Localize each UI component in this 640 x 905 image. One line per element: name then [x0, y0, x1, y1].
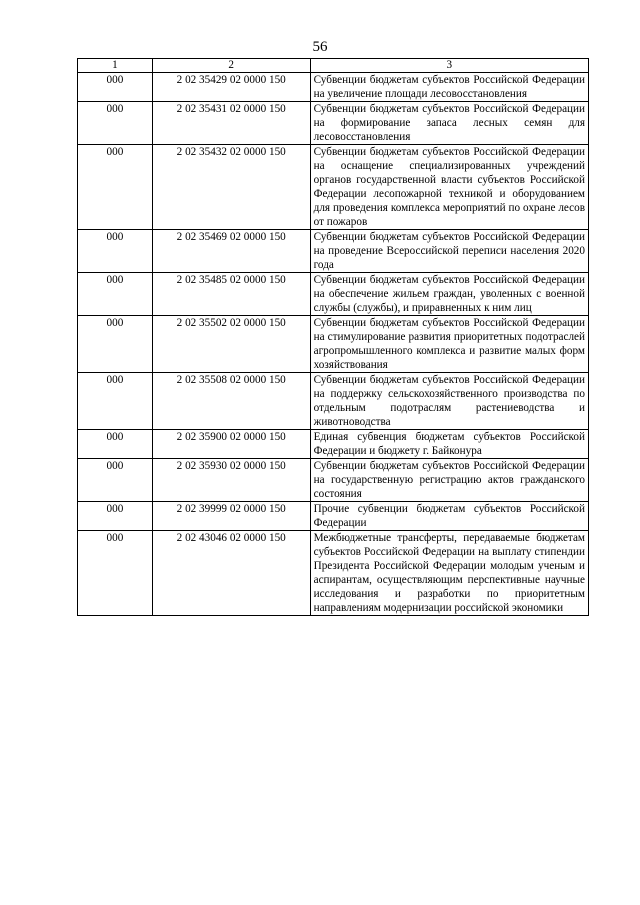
revenue-name-cell: Субвенции бюджетам субъектов Российской Федерации на государственную регистрацию актов гражданского состояния [310, 459, 588, 502]
admin-code-cell: 000 [78, 430, 153, 459]
revenue-name-cell: Субвенции бюджетам субъектов Российской Федерации на проведение Всероссийской переписи населения 2020 года [310, 230, 588, 273]
table-row [78, 145, 589, 230]
admin-code-cell: 000 [78, 531, 153, 616]
admin-code-cell: 000 [78, 502, 153, 531]
budget-code-cell: 2 02 35431 02 0000 150 [152, 102, 310, 145]
table-row [78, 502, 589, 531]
revenue-name-cell: Субвенции бюджетам субъектов Российской Федерации на обеспечение жильем граждан, уволенных с военной службы (службы), и приравненных к ним лиц [310, 273, 588, 316]
admin-code-cell: 000 [78, 316, 153, 373]
table-row [78, 459, 589, 502]
revenue-name-cell: Прочие субвенции бюджетам субъектов Российской Федерации [310, 502, 588, 531]
table-row [78, 531, 589, 616]
revenue-name-cell: Субвенции бюджетам субъектов Российской Федерации на формирование запаса лесных семян для лесовосстановления [310, 102, 588, 145]
admin-code-cell: 000 [78, 102, 153, 145]
admin-code-cell: 000 [78, 273, 153, 316]
budget-code-cell: 2 02 35432 02 0000 150 [152, 145, 310, 230]
revenue-name-cell: Единая субвенция бюджетам субъектов Российской Федерации и бюджету г. Байконура [310, 430, 588, 459]
column-header-1: 1 [78, 59, 153, 73]
admin-code-cell: 000 [78, 459, 153, 502]
revenue-name-cell: Межбюджетные трансферты, передаваемые бюджетам субъектов Российской Федерации на выплату стипендии Президента Российской Федерации молодым ученым и аспирантам, осуществляющим перспективные научные исследования и разработки по приоритетным направлениям модернизации российской экономики [310, 531, 588, 616]
column-header-3: 3 [310, 59, 588, 73]
budget-code-cell: 2 02 35502 02 0000 150 [152, 316, 310, 373]
budget-code-cell: 2 02 35429 02 0000 150 [152, 73, 310, 102]
revenue-name-cell: Субвенции бюджетам субъектов Российской Федерации на увеличение площади лесовосстановления [310, 73, 588, 102]
budget-classification-table [77, 58, 589, 616]
admin-code-cell: 000 [78, 230, 153, 273]
budget-code-cell: 2 02 35485 02 0000 150 [152, 273, 310, 316]
page-number: 56 [312, 39, 328, 55]
budget-code-cell: 2 02 35508 02 0000 150 [152, 373, 310, 430]
admin-code-cell: 000 [78, 145, 153, 230]
revenue-name-cell: Субвенции бюджетам субъектов Российской Федерации на поддержку сельскохозяйственного производства по отдельным подотраслям растениеводства и животноводства [310, 373, 588, 430]
table-row [78, 273, 589, 316]
table-row [78, 230, 589, 273]
table-row [78, 73, 589, 102]
table-row [78, 102, 589, 145]
budget-code-cell: 2 02 35930 02 0000 150 [152, 459, 310, 502]
column-header-2: 2 [152, 59, 310, 73]
budget-code-cell: 2 02 35900 02 0000 150 [152, 430, 310, 459]
budget-code-cell: 2 02 43046 02 0000 150 [152, 531, 310, 616]
table-row [78, 373, 589, 430]
table-header-row [78, 59, 589, 73]
table-row [78, 316, 589, 373]
revenue-name-cell: Субвенции бюджетам субъектов Российской Федерации на стимулирование развития приоритетных подотраслей агропромышленного комплекса и развитие малых форм хозяйствования [310, 316, 588, 373]
admin-code-cell: 000 [78, 73, 153, 102]
table-row [78, 430, 589, 459]
budget-code-cell: 2 02 39999 02 0000 150 [152, 502, 310, 531]
budget-code-cell: 2 02 35469 02 0000 150 [152, 230, 310, 273]
revenue-name-cell: Субвенции бюджетам субъектов Российской Федерации на оснащение специализированных учреждений органов государственной власти субъектов Российской Федерации лесопожарной техникой и оборудованием для проведения комплекса мероприятий по охране лесов от пожаров [310, 145, 588, 230]
admin-code-cell: 000 [78, 373, 153, 430]
